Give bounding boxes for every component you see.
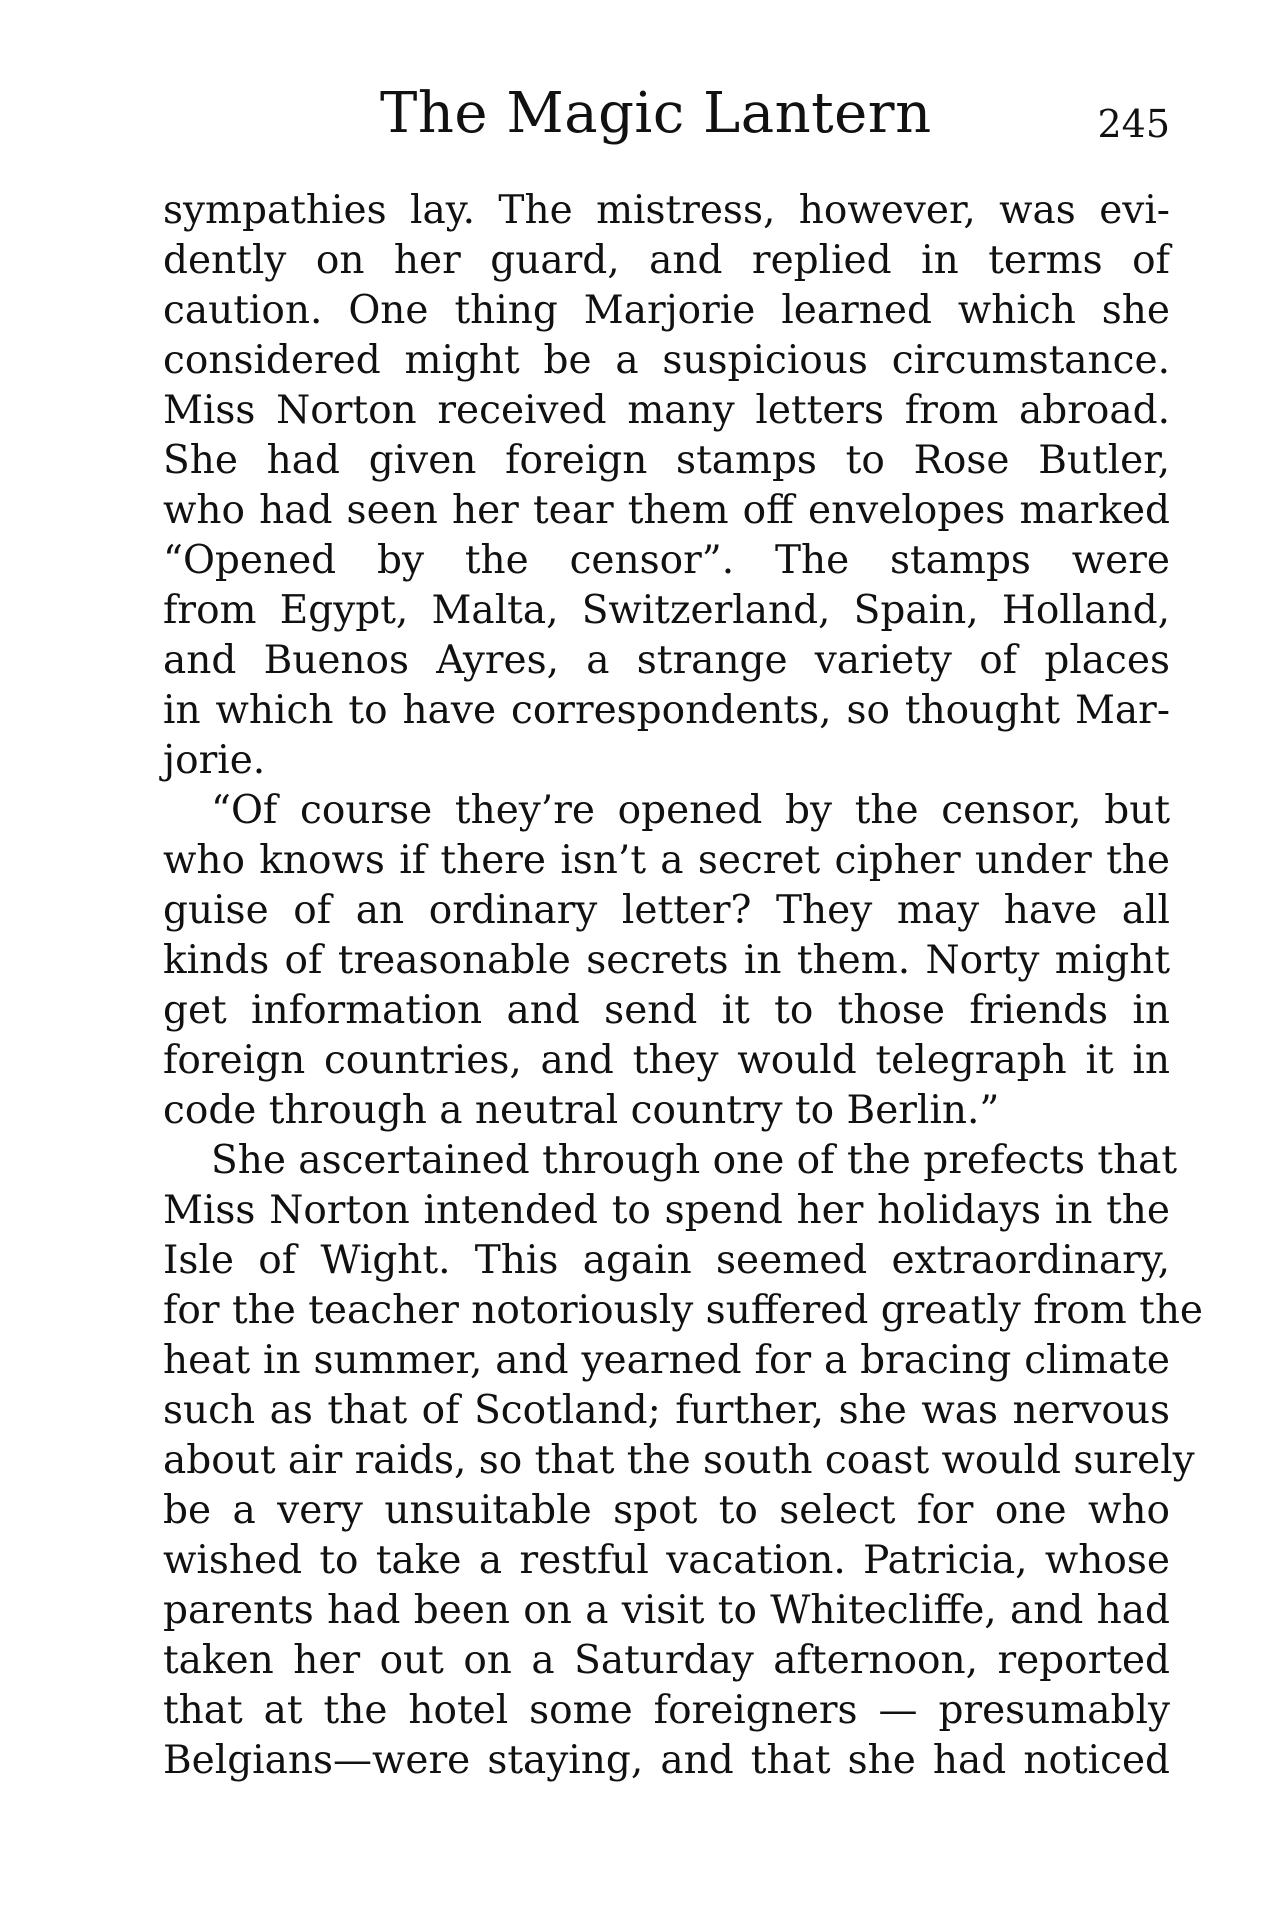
text-line: heat in summer, and yearned for a bracing climate <box>163 1338 1170 1383</box>
text-line: Miss Norton intended to spend her holidays in the <box>163 1188 1170 1233</box>
text-line: get information and send it to those friends in <box>163 988 1170 1033</box>
text-line: be a very unsuitable spot to select for one who <box>163 1488 1170 1533</box>
text-line: in which to have correspondents, so thought Mar- <box>163 688 1170 733</box>
running-title: The Magic Lantern <box>380 81 932 146</box>
text-line: from Egypt, Malta, Switzerland, Spain, Holland, <box>163 588 1170 633</box>
text-line: guise of an ordinary letter? They may have all <box>163 888 1170 933</box>
text-line: parents had been on a visit to Whitecliffe, and had <box>163 1588 1170 1633</box>
text-line: that at the hotel some foreigners — presumably <box>163 1688 1170 1733</box>
text-line: Belgians—were staying, and that she had noticed <box>163 1738 1170 1783</box>
body-text <box>163 186 1204 1786</box>
text-line: “Of course they’re opened by the censor, but <box>211 788 1170 833</box>
text-line: such as that of Scotland; further, she was nervous <box>163 1388 1170 1433</box>
text-line: Miss Norton received many letters from abroad. <box>163 388 1170 433</box>
text-line: jorie. <box>163 738 266 783</box>
page-number: 245 <box>1097 102 1170 146</box>
text-line: wished to take a restful vacation. Patricia, whose <box>163 1538 1170 1583</box>
text-line: She had given foreign stamps to Rose Butler, <box>163 438 1170 483</box>
text-line: about air raids, so that the south coast would surely <box>163 1438 1195 1483</box>
text-line: for the teacher notoriously suffered greatly from the <box>163 1288 1204 1333</box>
text-line: code through a neutral country to Berlin.” <box>163 1088 1000 1133</box>
text-line: foreign countries, and they would telegraph it in <box>163 1038 1170 1083</box>
text-line: caution. One thing Marjorie learned which she <box>163 288 1170 333</box>
text-line: and Buenos Ayres, a strange variety of places <box>163 638 1170 683</box>
text-line: “Opened by the censor”. The stamps were <box>163 538 1170 583</box>
text-line: She ascertained through one of the prefects that <box>211 1138 1178 1183</box>
text-line: Isle of Wight. This again seemed extraordinary, <box>163 1238 1170 1283</box>
text-line: who had seen her tear them off envelopes marked <box>163 488 1170 533</box>
text-line: who knows if there isn’t a secret cipher under the <box>163 838 1170 883</box>
text-line: dently on her guard, and replied in terms of <box>163 238 1170 283</box>
text-line: kinds of treasonable secrets in them. Norty might <box>163 938 1170 983</box>
text-line: sympathies lay. The mistress, however, was evi- <box>163 188 1170 233</box>
text-line: considered might be a suspicious circumstance. <box>163 338 1170 383</box>
text-line: taken her out on a Saturday afternoon, reported <box>163 1638 1170 1683</box>
